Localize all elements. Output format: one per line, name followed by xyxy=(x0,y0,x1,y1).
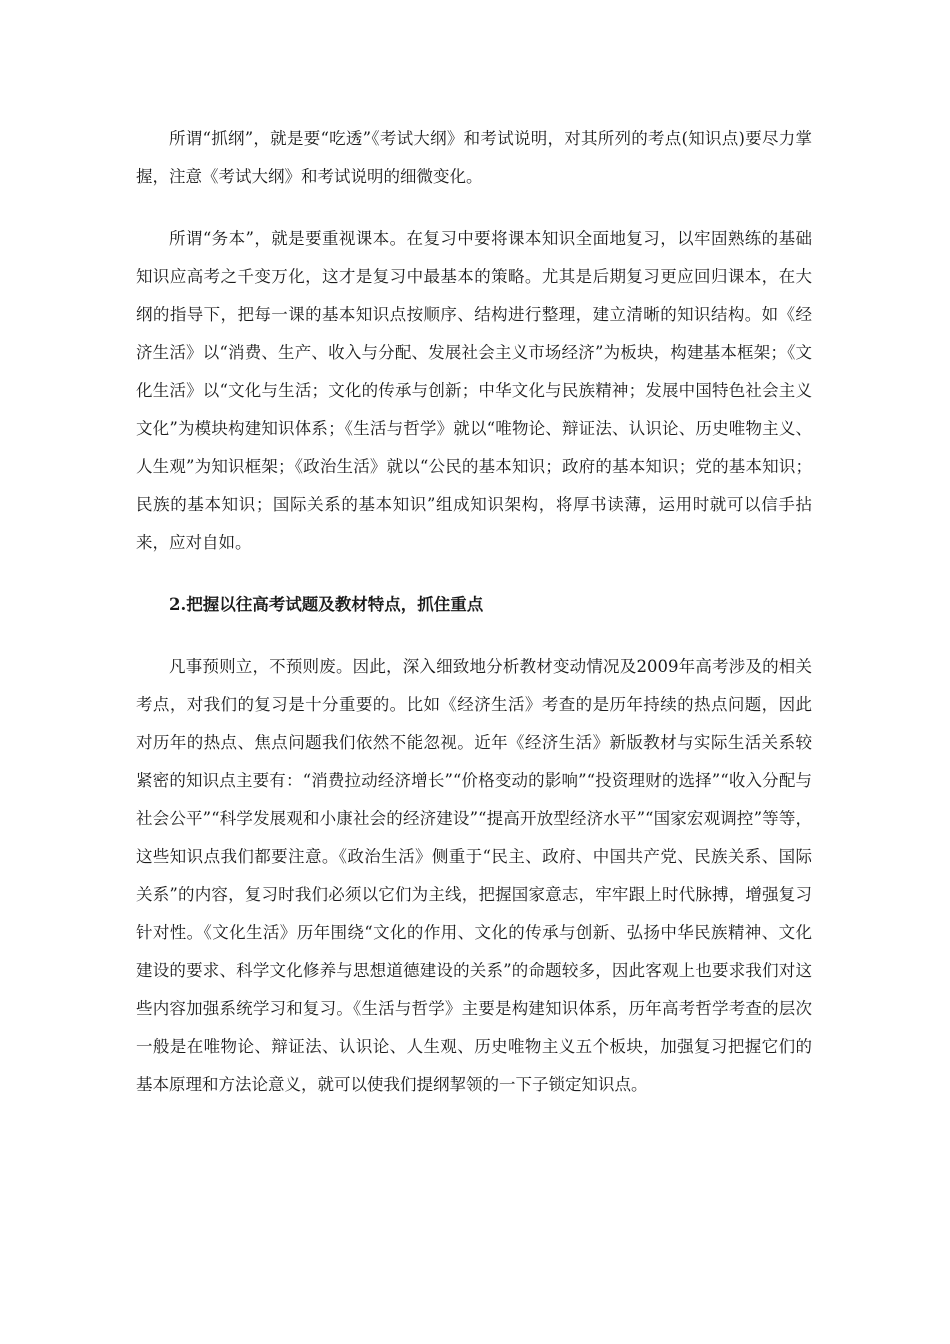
paragraph-focus-textbook: 所谓“务本”，就是要重视课本。在复习中要将课本知识全面地复习，以牢固熟练的基础知识应高考之千变万化，这才是复习中最基本的策略。尤其是后期复习更应回归课本，在大纲的指导下，把每一课的基本知识点按顺序、结构进行整理，建立清晰的知识结构。如《经济生活》以“消费、生产、收入与分配、发展社会主义市场经济”为板块，构建基本框架；《文化生活》以“文化与生活；文化的传承与创新；中华文化与民族精神；发展中国特色社会主义文化”为模块构建知识体系；《生活与哲学》就以“唯物论、辩证法、认识论、历史唯物主义、人生观”为知识框架；《政治生活》就以“公民的基本知识；政府的基本知识；党的基本知识；民族的基本知识；国际关系的基本知识”组成知识架构，将厚书读薄，运用时就可以信手拈来，应对自如。 xyxy=(136,229,812,552)
section-heading: 2.把握以往高考试题及教材特点，抓住重点 xyxy=(169,595,484,614)
paragraph-grasp-outline: 所谓“抓纲”，就是要“吃透”《考试大纲》和考试说明，对其所列的考点(知识点)要尽力掌握，注意《考试大纲》和考试说明的细微变化。 xyxy=(136,129,812,186)
paragraph-exam-analysis: 凡事预则立，不预则废。因此，深入细致地分析教材变动情况及2009年高考涉及的相关考点，对我们的复习是十分重要的。比如《经济生活》考查的是历年持续的热点问题，因此对历年的热点、焦点问题我们依然不能忽视。近年《经济生活》新版教材与实际生活关系较紧密的知识点主要有：“消费拉动经济增长”“价格变动的影响”“投资理财的选择”“收入分配与社会公平”“科学发展观和小康社会的经济建设”“提高开放型经济水平”“国家宏观调控”等等，这些知识点我们都要注意。《政治生活》侧重于“民主、政府、中国共产党、民族关系、国际关系”的内容，复习时我们必须以它们为主线，把握国家意志，牢牢跟上时代脉搏，增强复习针对性。《文化生活》历年围绕“文化的作用、文化的传承与创新、弘扬中华民族精神、文化建设的要求、科学文化修养与思想道德建设的关系”的命题较多，因此客观上也要求我们对这些内容加强系统学习和复习。《生活与哲学》主要是构建知识体系，历年高考哲学考查的层次一般是在唯物论、辩证法、认识论、人生观、历史唯物主义五个板块，加强复习把握它们的基本原理和方法论意义，就可以使我们提纲挈领的一下子锁定知识点。 xyxy=(136,657,812,1094)
document-body xyxy=(136,120,812,1128)
